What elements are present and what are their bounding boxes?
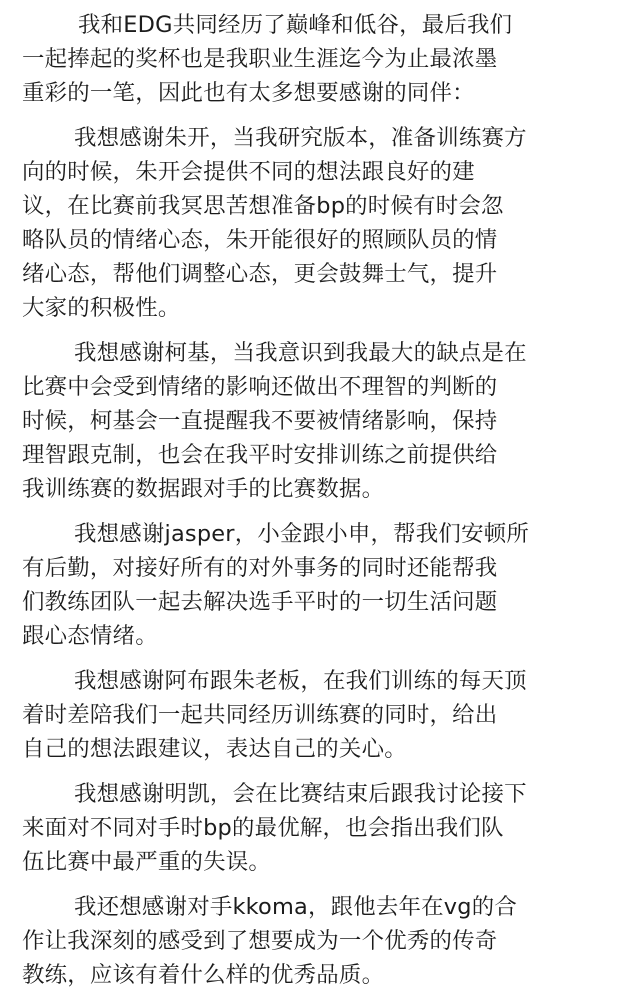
text-line: 向的时候，朱开会提供不同的想法跟良好的建 — [22, 159, 475, 185]
text-line: 有后勤，对接好所有的对外事务的同时还能帮我 — [22, 555, 498, 581]
text-line: 我和EDG共同经历了巅峰和低谷，最后我们 — [78, 12, 513, 38]
text-line: 略队员的情绪心态，朱开能很好的照顾队员的情 — [22, 227, 498, 253]
text-line: 我还想感谢对手kkoma，跟他去年在vg的合 — [74, 894, 518, 920]
text-line: 重彩的一笔，因此也有太多想要感谢的同伴： — [22, 80, 475, 106]
text-line: 我想感谢柯基，当我意识到我最大的缺点是在 — [74, 340, 527, 366]
text-line: 我想感谢朱开，当我研究版本，准备训练赛方 — [74, 125, 527, 151]
text-line: 我想感谢阿布跟朱老板，在我们训练的每天顶 — [74, 668, 527, 694]
text-line: 一起捧起的奖杯也是我职业生涯迄今为止最浓墨 — [22, 46, 498, 72]
text-line: 我训练赛的数据跟对手的比赛数据。 — [22, 476, 385, 502]
text-line: 来面对不同对手时bp的最优解，也会指出我们队 — [22, 815, 504, 841]
text-line: 我想感谢jasper，小金跟小申，帮我们安顿所 — [74, 521, 529, 547]
text-line: 跟心态情绪。 — [22, 623, 158, 649]
text-line: 大家的积极性。 — [22, 295, 181, 321]
text-line: 比赛中会受到情绪的影响还做出不理智的判断的 — [22, 374, 498, 400]
text-line: 时候，柯基会一直提醒我不要被情绪影响，保持 — [22, 408, 498, 434]
text-line: 们教练团队一起去解决选手平时的一切生活问题 — [22, 589, 498, 615]
text-line: 作让我深刻的感受到了想要成为一个优秀的传奇 — [22, 928, 498, 954]
text-line: 议，在比赛前我冥思苦想准备bp的时候有时会忽 — [22, 193, 504, 219]
text-line: 我想感谢明凯，会在比赛结束后跟我讨论接下 — [74, 781, 527, 807]
text-line: 自己的想法跟建议，表达自己的关心。 — [22, 736, 407, 762]
text-line: 伍比赛中最严重的失误。 — [22, 849, 272, 875]
text-line: 教练，应该有着什么样的优秀品质。 — [22, 962, 385, 988]
text-line: 着时差陪我们一起共同经历训练赛的同时，给出 — [22, 702, 498, 728]
text-line: 绪心态，帮他们调整心态，更会鼓舞士气，提升 — [22, 261, 498, 287]
text-line: 理智跟克制，也会在我平时安排训练之前提供给 — [22, 442, 498, 468]
